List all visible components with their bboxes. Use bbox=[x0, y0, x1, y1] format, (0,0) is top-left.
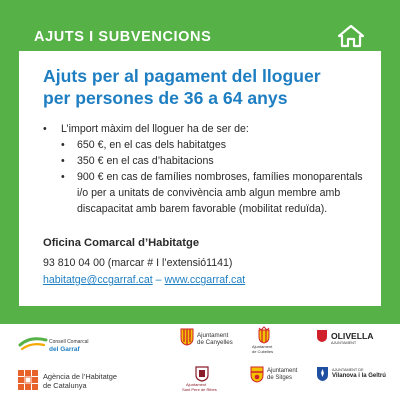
cubelles-crest-icon bbox=[256, 326, 272, 344]
vilanova-logo-line2: Vilanova i la Geltrú bbox=[332, 373, 386, 379]
canyelles-logo-line1: Ajuntament bbox=[197, 332, 229, 339]
garraf-logo-line2: del Garraf bbox=[49, 346, 80, 353]
garraf-logo bbox=[18, 331, 98, 357]
ribes-logo-line2: Sant Pere de Ribes bbox=[182, 387, 217, 392]
sitges-logo-line1: Ajuntament bbox=[267, 368, 298, 374]
phone-number: 93 810 04 00 (marcar # I l’extensió1141) bbox=[43, 257, 233, 269]
card-title-line1: Ajuts per al pagament del lloguer bbox=[43, 66, 321, 86]
agencia-logo-line2: de Catalunya bbox=[43, 381, 87, 390]
bullet-icon: • bbox=[61, 155, 65, 167]
cubelles-logo-line2: de Cubelles bbox=[252, 349, 274, 354]
garraf-logo-line1: Consell Comarcal bbox=[49, 339, 89, 345]
bullet-icon: • bbox=[61, 139, 65, 151]
list-item-text: 350 € en el cas d’habitacions bbox=[77, 155, 214, 167]
canyelles-logo-line2: de Canyelles bbox=[197, 339, 233, 346]
ribes-crest-icon bbox=[194, 364, 210, 382]
sitges-logo bbox=[250, 364, 306, 390]
sitges-logo-line2: de Sitges bbox=[267, 375, 293, 381]
ribes-logo bbox=[180, 364, 236, 394]
agencia-grid-icon bbox=[18, 370, 38, 390]
home-icon[interactable] bbox=[338, 24, 364, 48]
garraf-emblem-icon bbox=[18, 335, 48, 351]
list-item bbox=[61, 169, 373, 217]
cubelles-logo bbox=[250, 326, 300, 356]
contact-links bbox=[43, 272, 245, 288]
ribes-logo-line1: Ajuntament bbox=[186, 382, 207, 387]
list-item bbox=[61, 137, 373, 153]
section-title: AJUTS I SUBVENCIONS bbox=[34, 29, 212, 45]
olivella-logo bbox=[316, 328, 386, 354]
list-item bbox=[61, 153, 373, 169]
agencia-logo-line1: Agència de l’Habitatge bbox=[43, 372, 117, 381]
canyelles-shield-icon bbox=[180, 328, 194, 346]
email-link[interactable]: habitatge@ccgarraf.cat bbox=[43, 274, 153, 286]
canyelles-logo bbox=[180, 326, 240, 356]
olivella-shield-icon bbox=[316, 329, 328, 343]
amount-list bbox=[61, 137, 373, 217]
card-title-line2: per persones de 36 a 64 anys bbox=[43, 88, 288, 108]
list-item-text: 900 € en cas de famílies nombroses, famílies monoparentals i/o per a unitats de convivència amb algun membre amb discapacitat amb barem favorable (mobilitat reduïda). bbox=[77, 171, 363, 215]
agencia-habitatge-logo bbox=[18, 370, 128, 394]
website-link[interactable]: www.ccgarraf.cat bbox=[164, 274, 246, 286]
link-separator: – bbox=[155, 274, 162, 286]
vilanova-logo-line1: AJUNTAMENT DE bbox=[332, 368, 364, 372]
list-item-text: 650 €, en el cas dels habitatges bbox=[77, 139, 227, 151]
card-title bbox=[43, 65, 373, 109]
vilanova-shield-icon bbox=[316, 366, 329, 382]
intro-text: L’import màxim del lloguer ha de ser de: bbox=[61, 123, 249, 135]
vilanova-logo bbox=[316, 366, 396, 390]
olivella-logo-sub: AJUNTAMENT bbox=[331, 341, 357, 345]
sitges-shield-icon bbox=[250, 365, 264, 383]
bullet-icon: • bbox=[61, 171, 65, 183]
bullet-icon: • bbox=[43, 123, 47, 135]
cubelles-logo-line1: Ajuntament bbox=[252, 344, 273, 349]
olivella-logo-name: OLIVELLA bbox=[331, 331, 374, 341]
office-name: Oficina Comarcal d’Habitatge bbox=[43, 237, 200, 249]
info-card bbox=[19, 51, 381, 306]
